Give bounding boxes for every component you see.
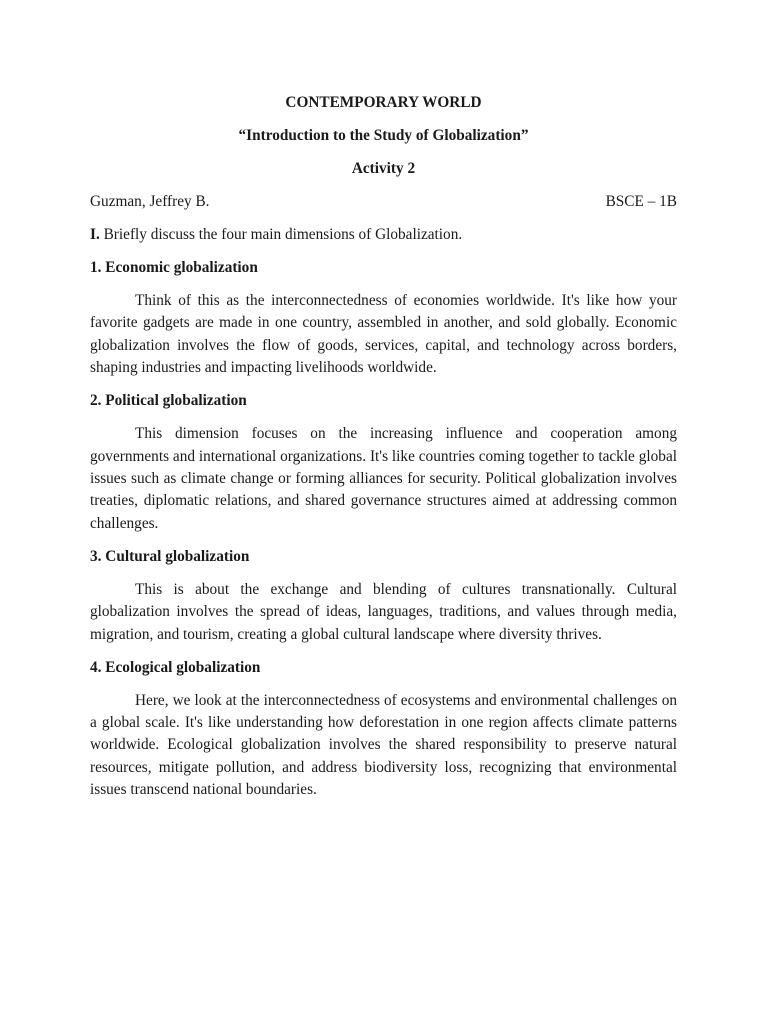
section-body-economic: Think of this as the interconnectedness of economies worldwide. It's like how your favorite gadgets are made in one country, assembled in another, and sold globally. Economic globalization involves the flow of goods, services, capital, and technology across borders, shaping industries and impacting livelihoods worldwide. [90,292,677,377]
student-section: BSCE – 1B [605,193,677,210]
section-heading-political: 2. Political globalization [90,392,247,410]
student-info-row [90,191,677,213]
document-page [90,92,677,812]
section-body-political: This dimension focuses on the increasing influence and cooperation among governments and international organizations. It's like countries coming together to tackle global issues such as climate change or forming alliances for security. Political globalization involves treaties, diplomatic relations, and shared governance structures aimed at addressing common challenges. [90,425,677,532]
question-prompt [90,224,677,246]
section-heading-ecological: 4. Ecological globalization [90,658,261,676]
section-heading-cultural: 3. Cultural globalization [90,547,250,565]
course-title: CONTEMPORARY WORLD [285,94,482,111]
section-heading-economic: 1. Economic globalization [90,259,258,276]
section-body-ecological: Here, we look at the interconnectedness of ecosystems and environmental challenges on a global scale. It's like understanding how deforestation in one region affects climate patterns worldwide. Ecological globalization involves the shared responsibility to preserve natural resources, mitigate pollution, and address biodiversity loss, recognizing that environmental issues transcend national boundaries. [90,691,677,799]
question-number: I. [90,226,100,243]
activity-number: Activity 2 [351,160,416,177]
section-body-cultural: This is about the exchange and blending of cultures transnationally. Cultural globalization involves the spread of ideas, languages, traditions, and values through media, migration, and tourism, creating a global cultural landscape where diversity thrives. [90,580,677,643]
activity-subtitle: “Introduction to the Study of Globalization” [238,127,529,144]
student-name: Guzman, Jeffrey B. [90,193,210,210]
question-text: Briefly discuss the four main dimensions of Globalization. [99,226,463,243]
